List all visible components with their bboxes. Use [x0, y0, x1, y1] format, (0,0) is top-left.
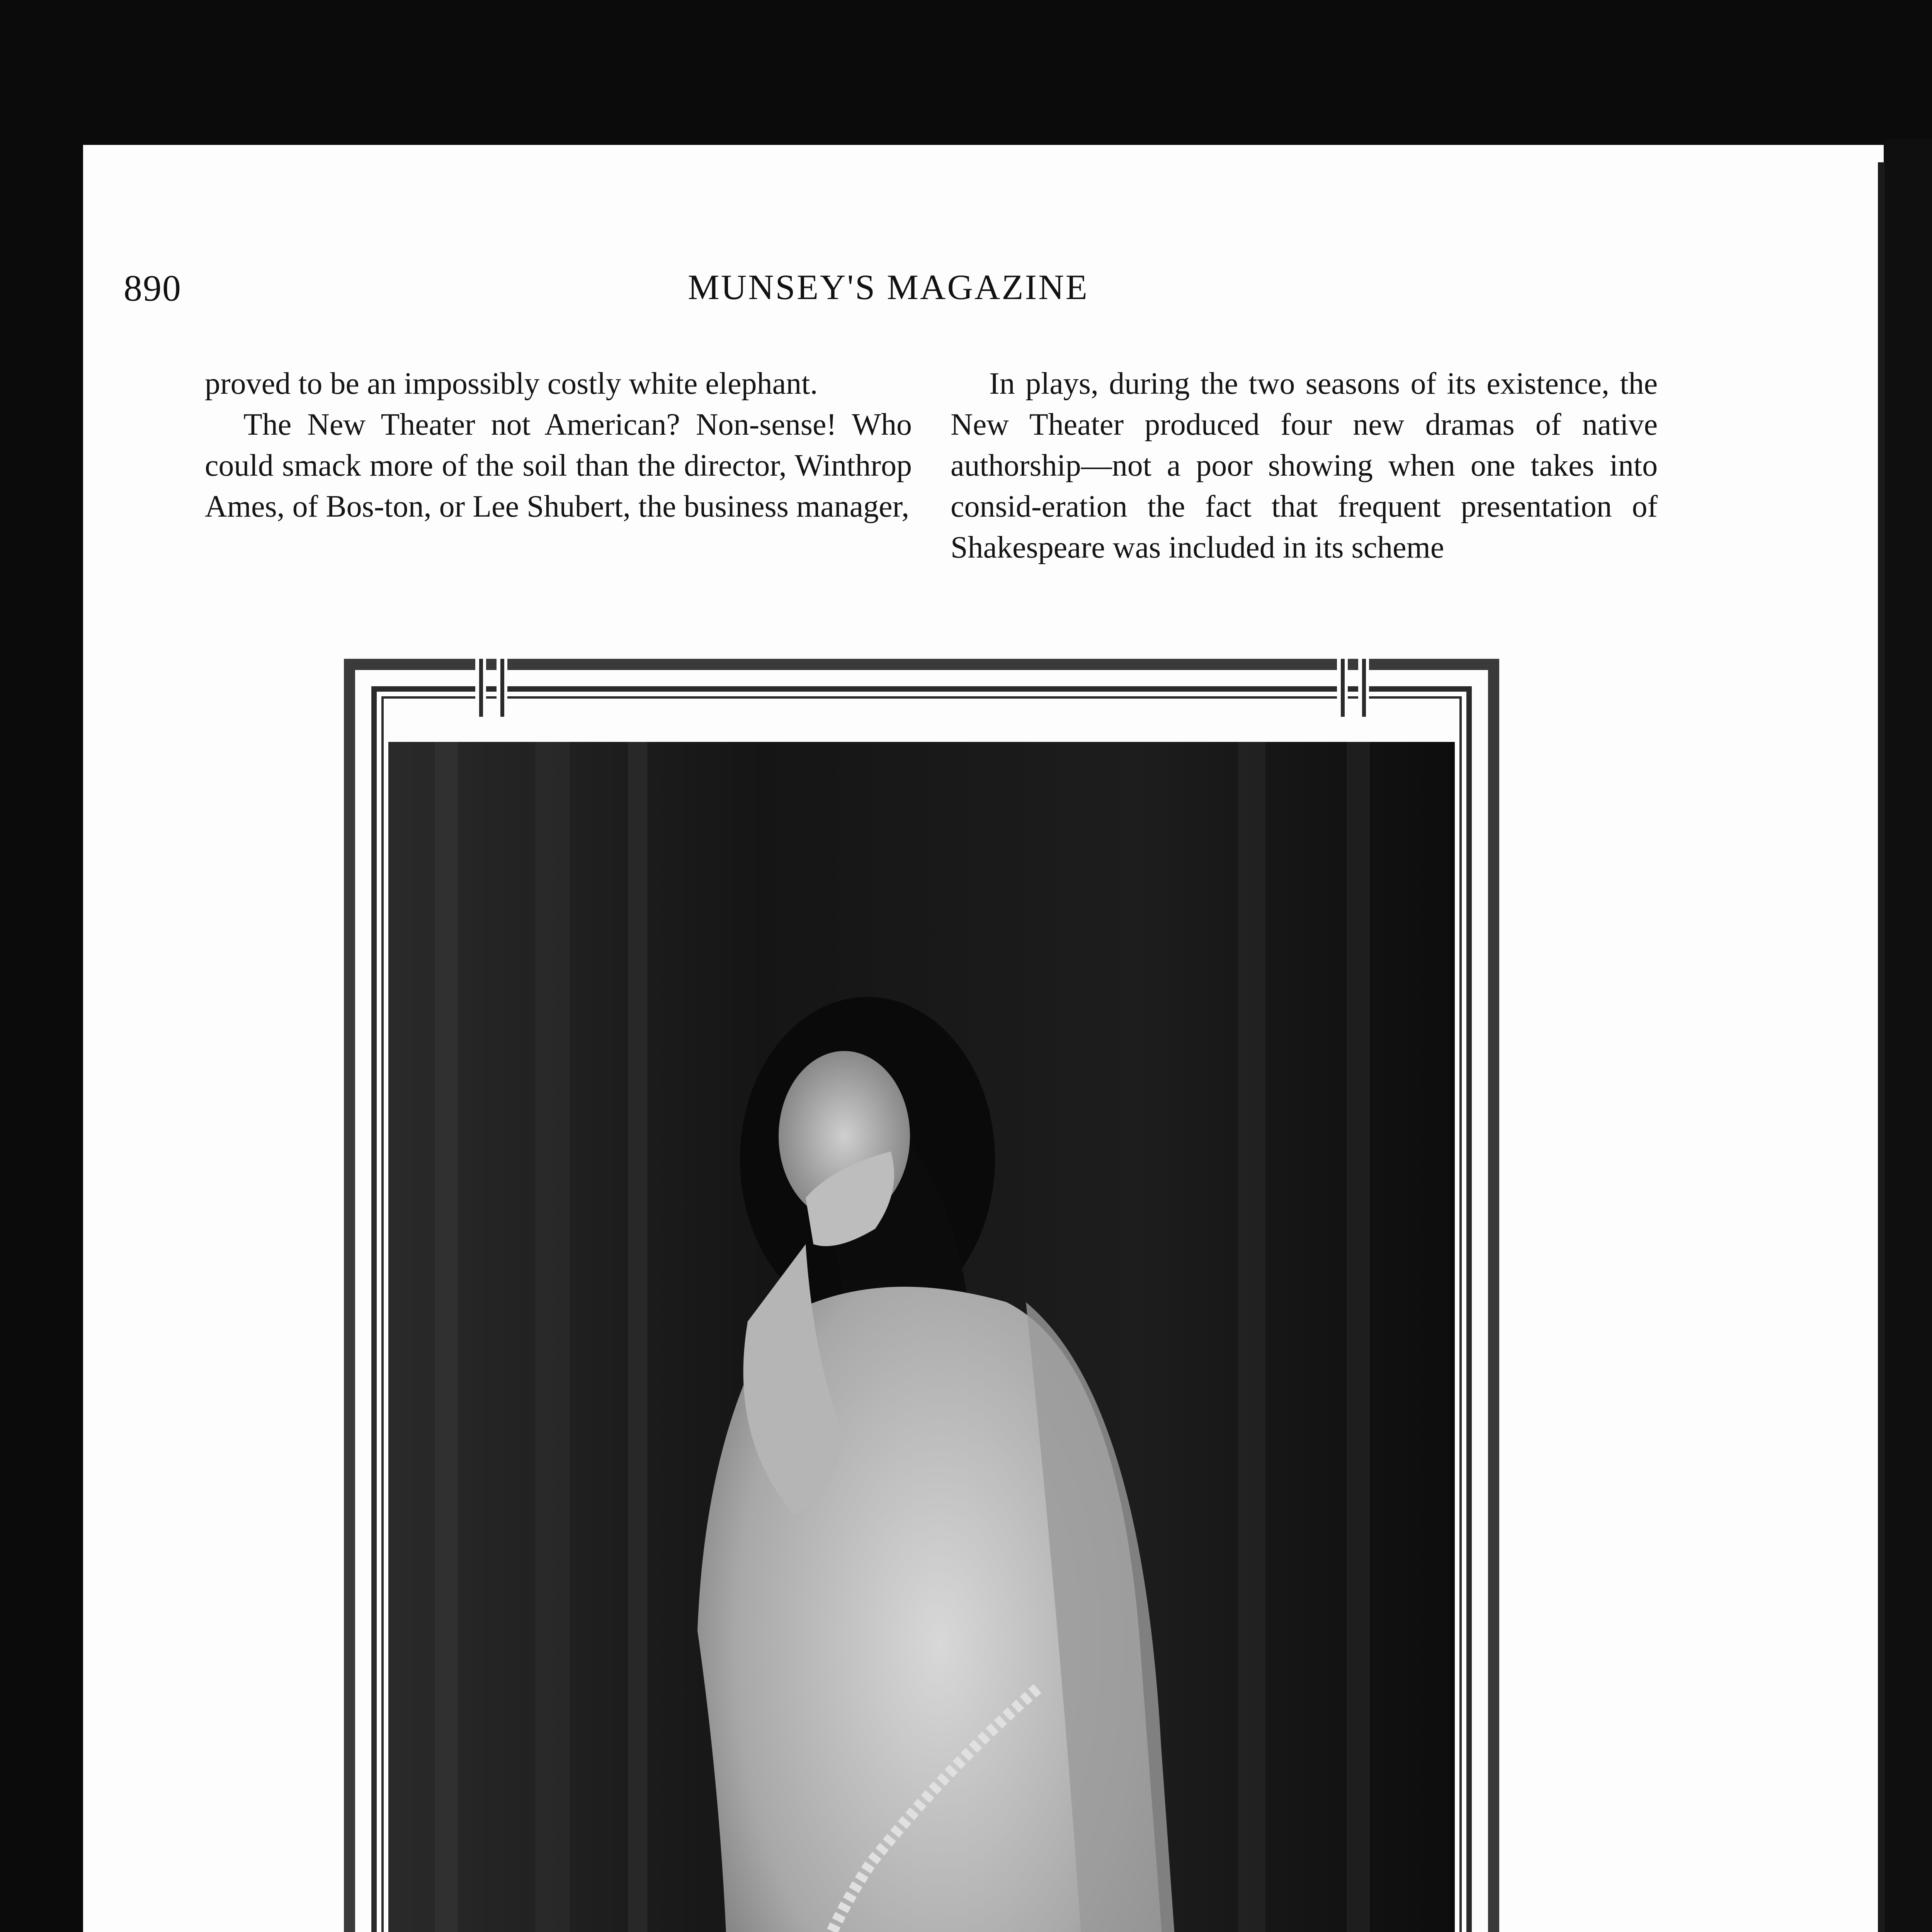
page-number: 890	[124, 267, 182, 309]
column-top-right	[951, 363, 1658, 568]
portrait-photograph	[388, 742, 1455, 1932]
column-top-left	[205, 363, 912, 527]
paragraph: The New Theater not American? Non-sense! Who could smack more of the soil than the director, Winthrop Ames, of Bos-ton, or Lee Shubert, the business manager,	[205, 408, 912, 524]
paragraph: In plays, during the two seasons of its existence, the New Theater produced four new dramas of native authorship—not a poor showing when one takes into consid-eration the fact that frequent presentation of Shakespeare was included in its scheme	[951, 367, 1658, 565]
page-gutter-line	[1878, 162, 1885, 1932]
adjacent-page-edge	[1884, 139, 1932, 1932]
paragraph: proved to be an impossibly costly white elephant.	[205, 367, 818, 401]
running-title: MUNSEY'S MAGAZINE	[688, 267, 1089, 307]
